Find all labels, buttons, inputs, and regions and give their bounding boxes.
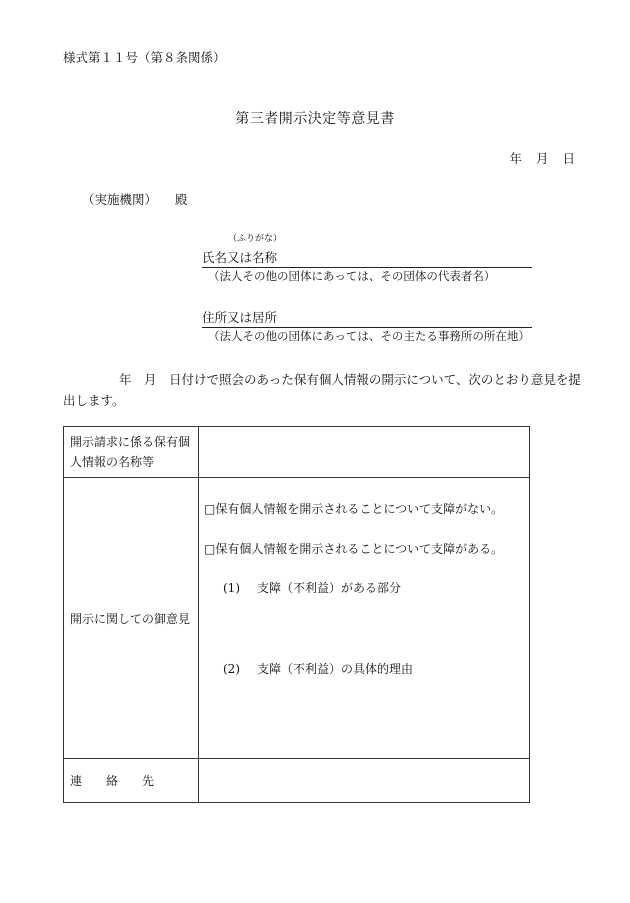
- info-name-label: 開示請求に係る保有個人情報の名称等: [70, 435, 191, 469]
- furigana-label: （ふりがな）: [228, 234, 283, 244]
- sub-item-1-number: (1): [223, 581, 240, 595]
- table-row: [64, 759, 530, 803]
- address-field[interactable]: [202, 308, 532, 328]
- sub-item-1-text: 支障（不利益）がある部分: [257, 581, 402, 595]
- date-day: 日: [562, 151, 575, 166]
- option-no-objection[interactable]: □保有個人情報を開示されることについて支障がない。: [204, 502, 504, 516]
- address-note: （法人その他の団体にあっては、その主たる事務所の所在地）: [208, 329, 530, 343]
- document-title: 第三者開示決定等意見書: [235, 111, 395, 127]
- contact-label-cell: [64, 759, 199, 803]
- addressee-honorific: 殿: [175, 192, 188, 207]
- sub-item-2-number: (2): [223, 662, 240, 676]
- body-paragraph: 年 月 日付けで照会のあった保有個人情報の開示について、次のとおり意見を提出します。: [63, 372, 581, 408]
- address-label: 住所又は居所: [202, 310, 278, 325]
- sub-item-2: [223, 660, 413, 677]
- info-name-label-cell: [64, 427, 199, 478]
- opinion-label: 開示に関しての御意見: [70, 611, 191, 626]
- name-note: （法人その他の団体にあっては、その団体の代表者名）: [208, 269, 496, 283]
- sub-item-1: [223, 579, 401, 596]
- contact-input-cell[interactable]: [199, 759, 530, 803]
- name-field[interactable]: [202, 248, 532, 268]
- option-objection[interactable]: □保有個人情報を開示されることについて支障がある。: [204, 542, 504, 556]
- opinion-label-cell: [64, 478, 199, 759]
- addressee: [82, 190, 188, 208]
- opinion-table: [63, 426, 530, 803]
- opinion-choices: [199, 478, 529, 758]
- table-row: [64, 427, 530, 478]
- info-name-input-cell[interactable]: [199, 427, 530, 478]
- addressee-org: （実施機関）: [82, 192, 158, 207]
- form-number: 様式第１１号（第８条関係）: [63, 50, 226, 65]
- sub-item-2-text: 支障（不利益）の具体的理由: [257, 662, 414, 676]
- date-month: 月: [535, 151, 549, 166]
- date-year: 年: [509, 151, 522, 166]
- opinion-cell[interactable]: [199, 478, 530, 759]
- contact-label: 連 絡 先: [70, 774, 161, 788]
- name-label: 氏名又は名称: [202, 250, 278, 265]
- date-line: [495, 149, 575, 167]
- table-row: [64, 478, 530, 759]
